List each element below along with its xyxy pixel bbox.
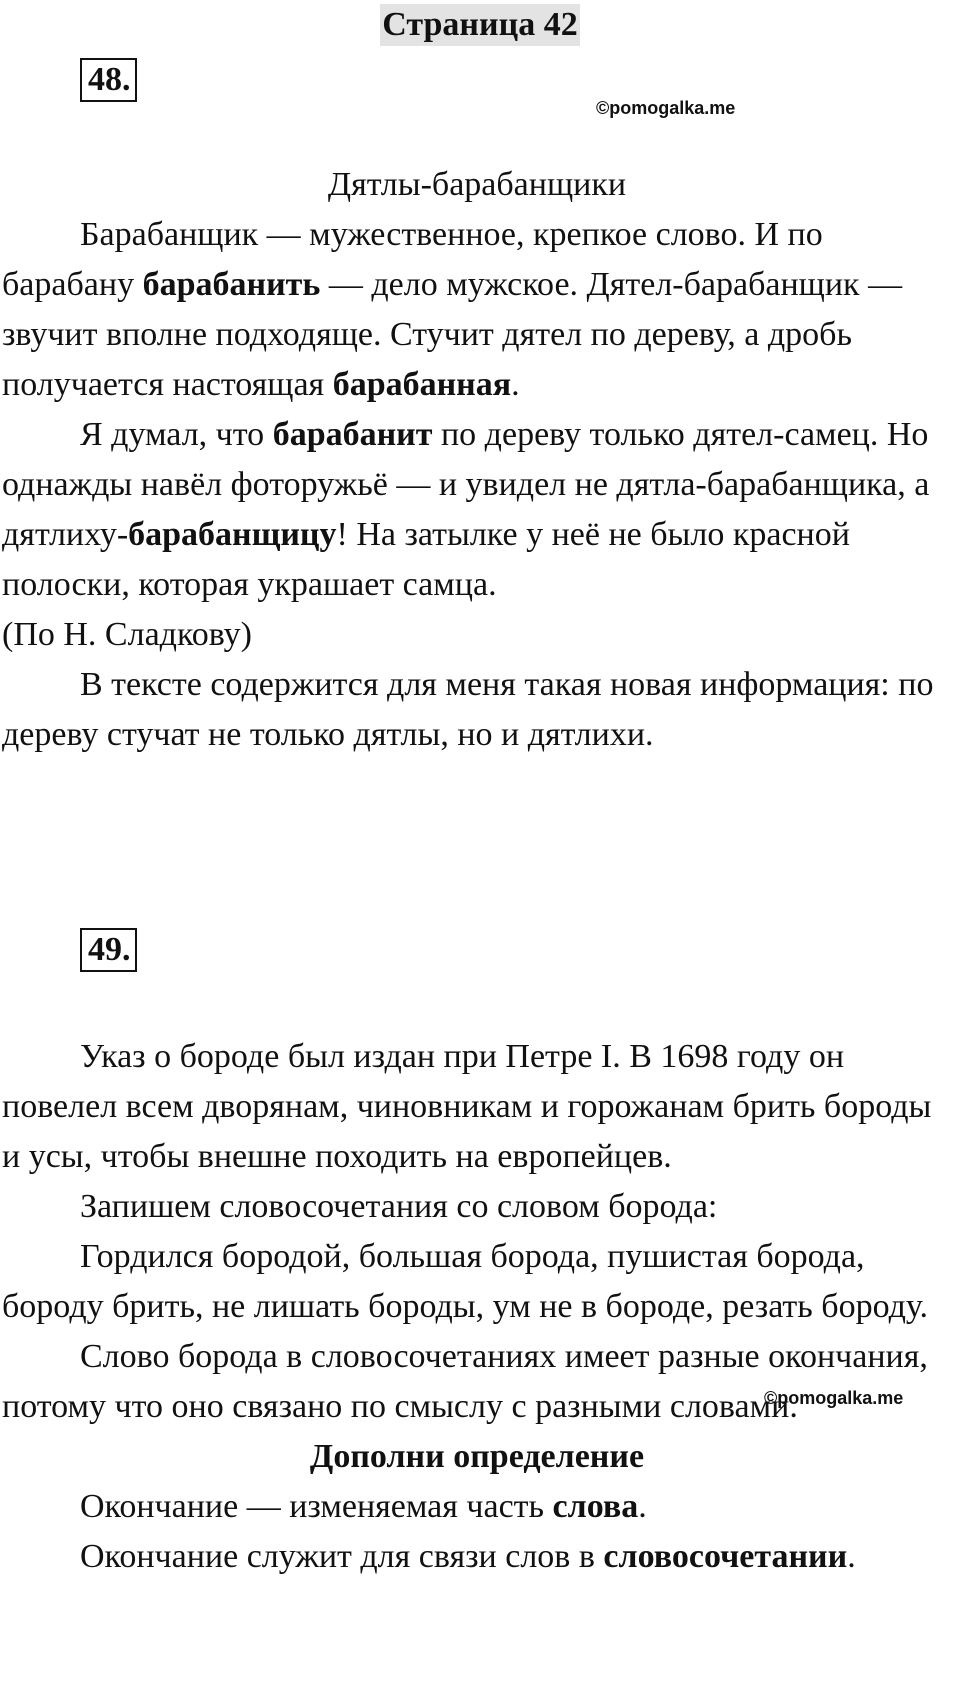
task-49-definition-2: Окончание служит для связи слов в словосочетании.	[80, 1538, 856, 1575]
task-49-paragraph-1: Указ о бороде был издан при Петре I. В 1698 году он повелел всем дворянам, чиновникам и горожанам брить бороды и усы, чтобы внешне походить на европейцев.	[2, 1038, 932, 1175]
task-48-text	[2, 160, 952, 760]
task-48-conclusion: В тексте содержится для меня такая новая информация: по дереву стучат не только дятлы, но и дятлихи.	[2, 666, 934, 753]
task-49-definition-1: Окончание — изменяемая часть слова.	[80, 1488, 647, 1525]
task-49-heading: Дополни определение	[309, 1438, 645, 1475]
task-48-title: Дятлы-барабанщики	[327, 166, 627, 203]
watermark-top: ©pomogalka.me	[596, 98, 736, 118]
task-49-number: 49.	[80, 928, 137, 972]
task-48-paragraph-2: Я думал, что барабанит по дереву только дятел-самец. Но однажды навёл фоторужьё — и увидел не дятла-барабанщика, а дятлиху-барабанщицу! На затылке у неё не было красной полоски, которая украшает самца.	[2, 416, 930, 603]
page-title-wrap	[0, 4, 960, 46]
task-48-source: (По Н. Сладкову)	[2, 616, 252, 653]
page-title: Страница 42	[380, 4, 579, 46]
task-49-paragraph-2: Запишем словосочетания со словом борода:	[80, 1188, 718, 1225]
task-48-paragraph-1: Барабанщик — мужественное, крепкое слово. И по барабану барабанить — дело мужское. Дятел-барабанщик — звучит вполне подходяще. Стучит дятел по дереву, а дробь получается настоящая барабанная.	[2, 216, 903, 403]
task-49-text	[2, 1032, 952, 1582]
task-48-number: 48.	[80, 58, 137, 102]
watermark-bottom: ©pomogalka.me	[764, 1388, 904, 1408]
task-49-paragraph-4: Слово борода в словосочетаниях имеет разные окончания, потому что оно связано по смыслу с разными словами.	[2, 1338, 928, 1425]
task-49-paragraph-3: Гордился бородой, большая борода, пушистая борода, бороду брить, не лишать бороды, ум не в бороде, резать бороду.	[2, 1238, 928, 1325]
